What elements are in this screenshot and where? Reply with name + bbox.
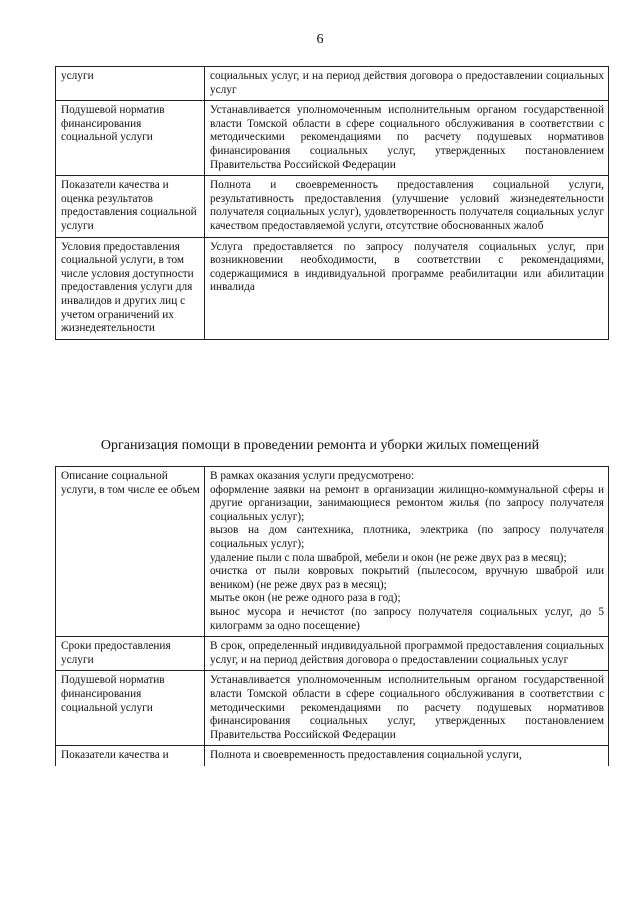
row-label: Сроки предоставления услуги <box>56 637 205 671</box>
row-value: В срок, определенный индивидуальной программой предоставления социальных услуг, и на период действия договора о предоставлении социальных услуг <box>205 637 609 671</box>
description-line: вызов на дом сантехника, плотника, электрика (по запросу получателя социальных услуг); <box>210 524 604 550</box>
row-value: Устанавливается уполномоченным исполнительным органом государственной власти Томской области в сфере социального обслуживания в соответствии с методическими рекомендациями по расчету подушевых нормативов финансирования социальных услуг, утвержденных постановлением Правительства Российской Федерации <box>205 101 609 176</box>
section-heading: Организация помощи в проведении ремонта и уборки жилых помещений <box>100 438 540 453</box>
row-value: Услуга предоставляется по запросу получателя социальных услуг, при возникновении необходимости, в соответствии с рекомендациями, содержащимися в индивидуальной программе реабилитации или абилитации инвалида <box>205 237 609 339</box>
service-table-2 <box>55 466 609 766</box>
row-label: Условия предоставления социальной услуги, в том числе условия доступности предоставления услуги для инвалидов и других лиц с учетом ограничений их жизнедеятельности <box>56 237 205 339</box>
row-value: социальных услуг, и на период действия договора о предоставлении социальных услуг <box>205 67 609 101</box>
description-line: мытье окон (не реже одного раза в год); <box>210 592 401 605</box>
row-label: услуги <box>56 67 205 101</box>
table-row <box>56 176 609 237</box>
description-line: удаление пыли с пола шваброй, мебели и окон (не реже двух раз в месяц); <box>210 551 567 564</box>
table-row <box>56 671 609 746</box>
row-value: Полнота и своевременность предоставления социальной услуги, результативность предоставления (улучшение условий жизнедеятельности получателя социальных услуг), удовлетворенность получателя социальных услуг качеством предоставляемой услуги, отсутствие обоснованных жалоб <box>205 176 609 237</box>
table-row <box>56 67 609 101</box>
page-number: 6 <box>316 32 324 47</box>
description-line: оформление заявки на ремонт в организации жилищно-коммунальной сферы и другие организации, занимающиеся ремонтом жилья (по запросу получателя социальных услуг); <box>210 483 604 523</box>
row-value: Полнота и своевременность предоставления социальной услуги, <box>205 746 609 766</box>
row-label: Показатели качества и оценка результатов предоставления социальной услуги <box>56 176 205 237</box>
table-row <box>56 746 609 766</box>
description-line: вынос мусора и нечистот (по запросу получателя социальных услуг, до 5 килограмм за одно посещение) <box>210 605 604 632</box>
row-label: Подушевой норматив финансирования социальной услуги <box>56 101 205 176</box>
row-label: Подушевой норматив финансирования социальной услуги <box>56 671 205 746</box>
description-line: В рамках оказания услуги предусмотрено: <box>210 470 415 482</box>
description-line: очистка от пыли ковровых покрытий (пылесосом, вручную шваброй или веником) (не реже двух раз в месяц); <box>210 565 604 591</box>
row-value: Устанавливается уполномоченным исполнительным органом государственной власти Томской области в сфере социального обслуживания в соответствии с методическими рекомендациями по расчету подушевых нормативов финансирования социальных услуг, утвержденных постановлением Правительства Российской Федерации <box>205 671 609 746</box>
table-row <box>56 467 609 637</box>
table-row <box>56 637 609 671</box>
row-value <box>205 467 609 637</box>
table-row <box>56 101 609 176</box>
row-label: Описание социальной услуги, в том числе ее объем <box>56 467 205 637</box>
row-label: Показатели качества и <box>56 746 205 766</box>
service-table-1 <box>55 66 609 340</box>
table-row <box>56 237 609 339</box>
